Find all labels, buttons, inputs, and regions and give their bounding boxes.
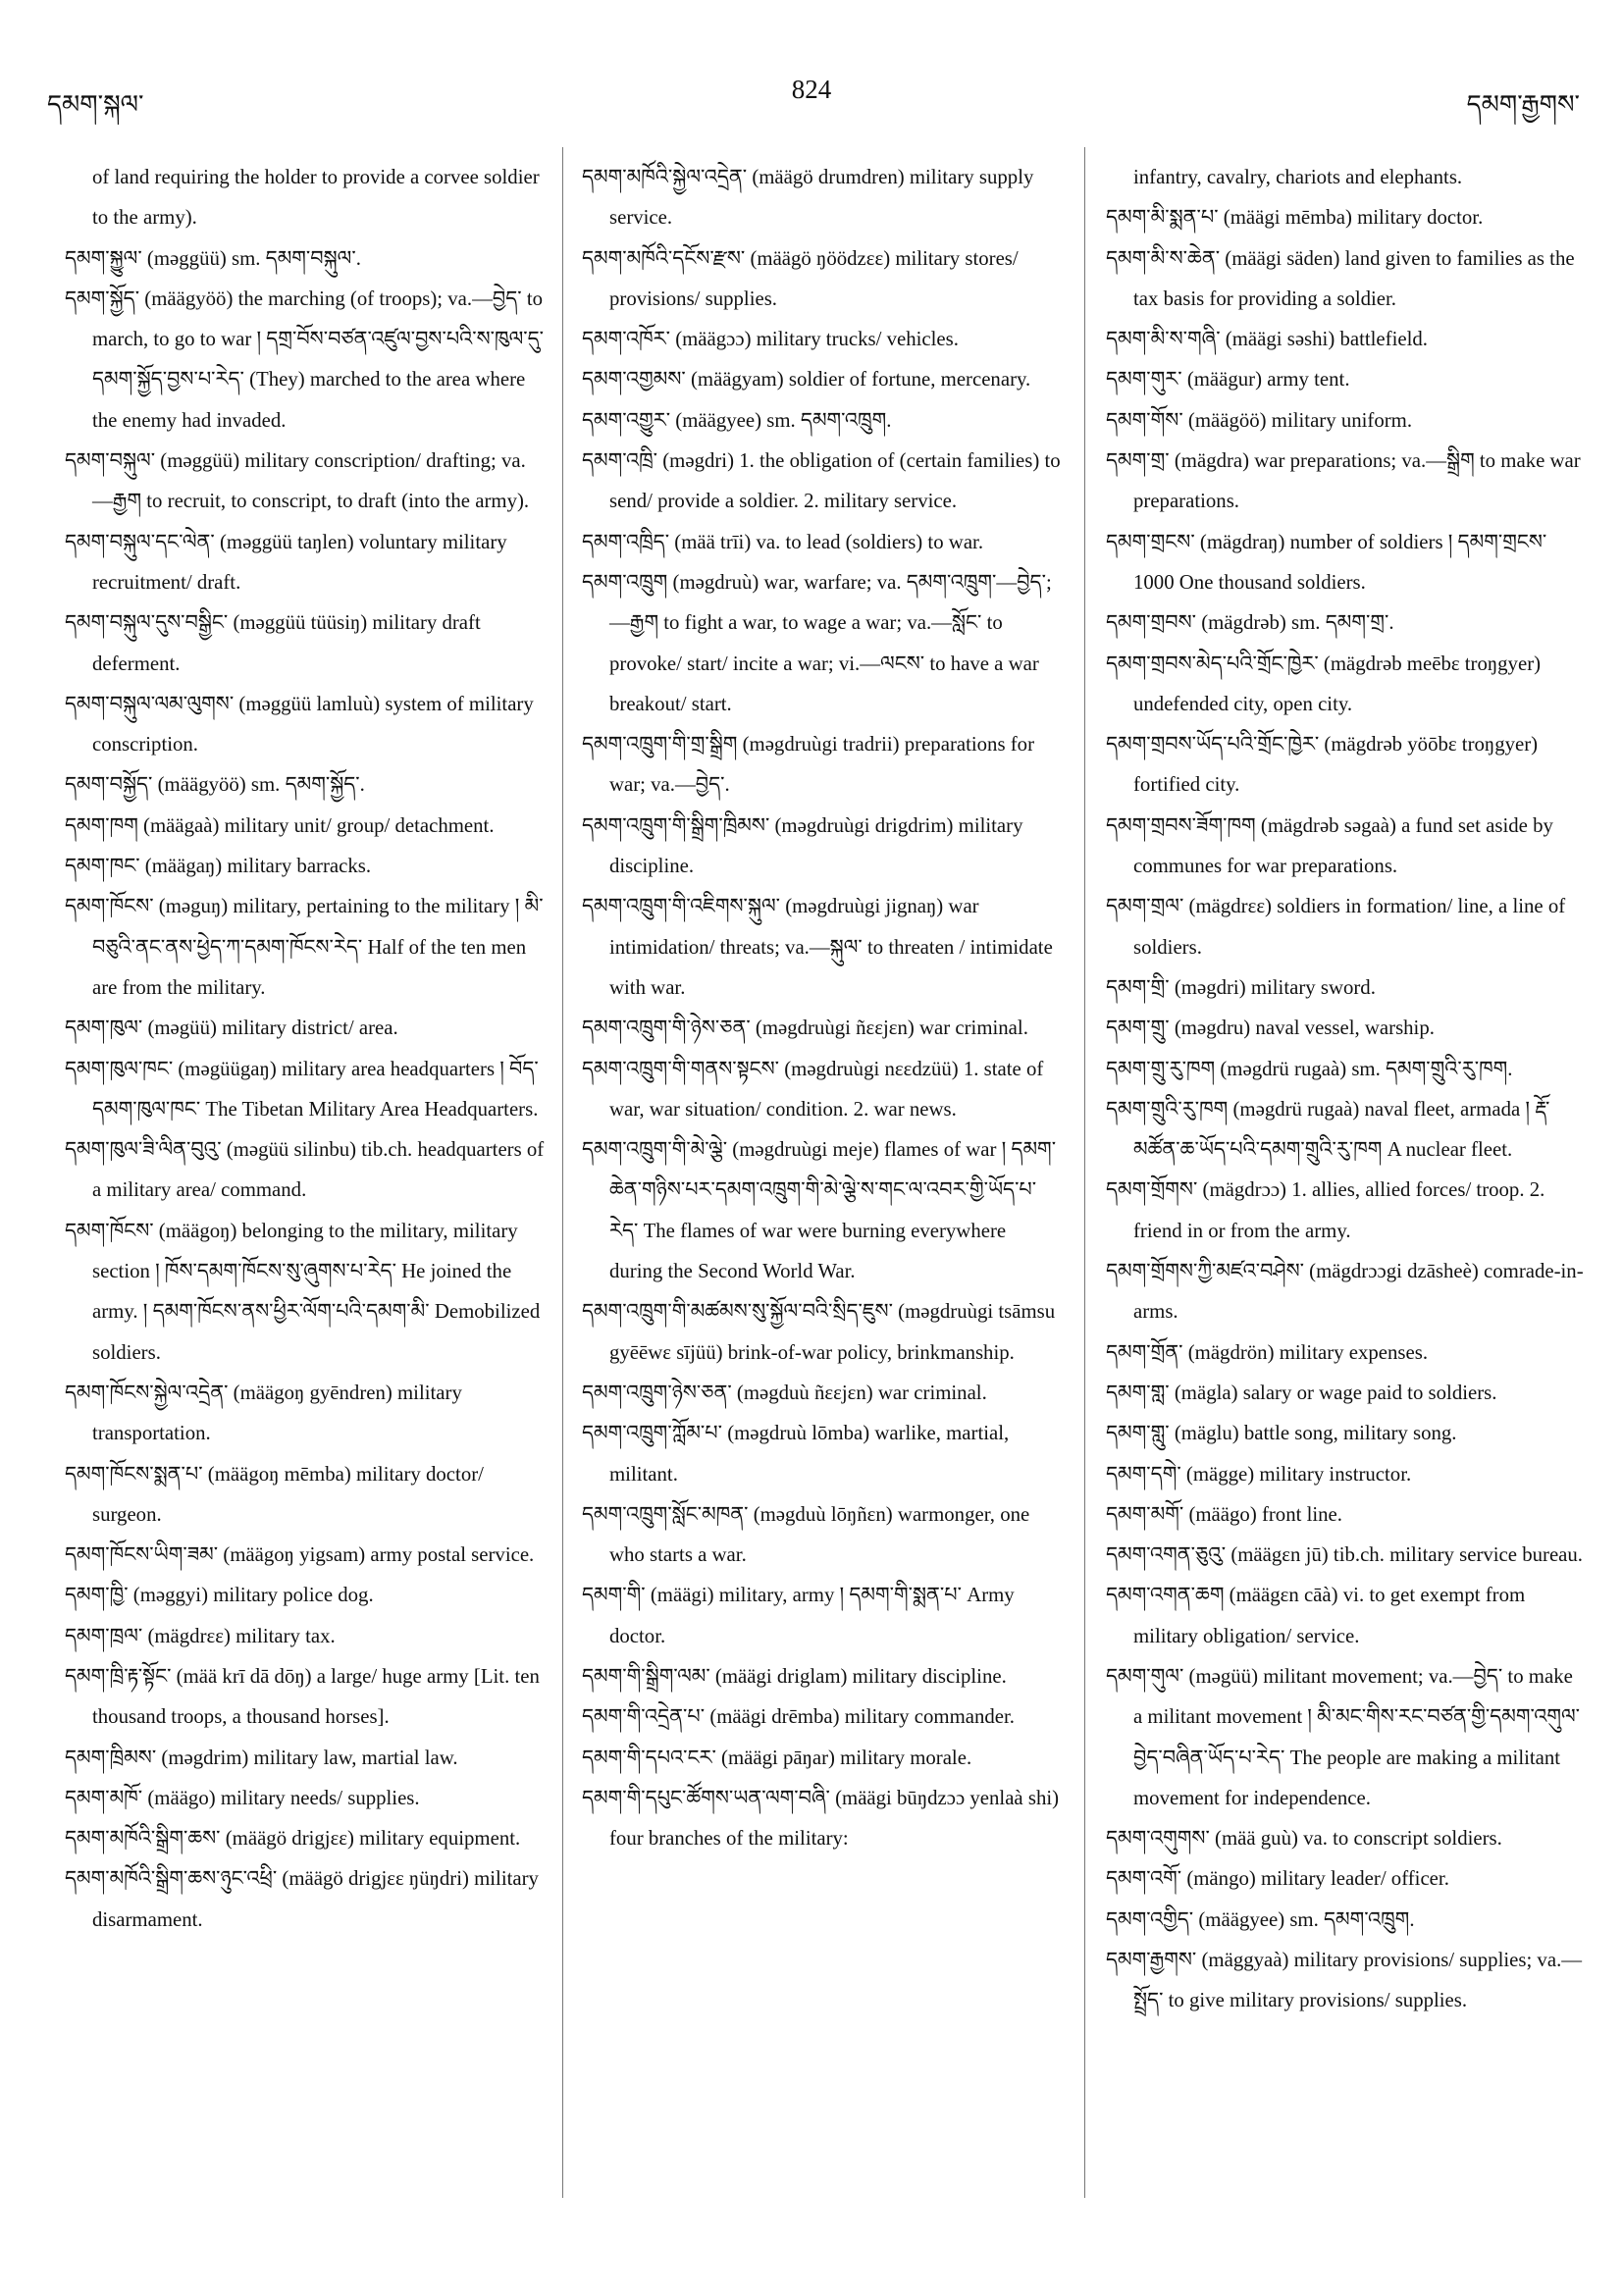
dictionary-entry: དམག་ཁོངས་སྨན་པ་ (määgoŋ mēmba) military doctor/ surgeon. <box>65 1462 484 1526</box>
dictionary-entry: དམག་གུལ་ (mǝgüü) militant movement; va.—བྱེད་ to make a militant movement ། མི་མང་གིས་རང་བཙན་གྱི་དམག་འགུལ་བྱེད་བཞིན་ཡོད་པ་རེད་ The people are making a militant movement for independence. <box>1106 1664 1581 1809</box>
dictionary-entry: དམག་ཁུལ་ (mǝgüü) military district/ area. <box>65 1017 398 1040</box>
dictionary-entry: དམག་མཁོའི་དངོས་རྫས་ (määgö ŋöödzɛɛ) military stores/ provisions/ supplies. <box>582 246 1019 310</box>
dictionary-entry: དམག་གྲུ་ (mǝgdru) naval vessel, warship. <box>1106 1017 1435 1040</box>
column-divider <box>562 147 563 2198</box>
dictionary-entry: དམག་འཁྲུག (mǝgdruù) war, warfare; va. དམག་འཁྲུག་—བྱེད་; —རྒྱག to fight a war, to wage a war; va.—སློང་ to provoke/ start/ incite a war; vi.—ལངས་ to have a war breakout/ start. <box>582 570 1052 715</box>
dictionary-entry: དམག་འགྱམས་ (määgyam) soldier of fortune, mercenary. <box>582 368 1031 391</box>
dictionary-entry: དམག་གི་དཔུང་ཚོགས་ཡན་ལག་བཞི་ (määgi būŋdzɔɔ yenlaà shi) four branches of the military: <box>582 1786 1060 1851</box>
dictionary-entry: དམག་གླ་ (mägla) salary or wage paid to soldiers. <box>1106 1381 1497 1404</box>
dictionary-entry: དམག་གྲབས་ཟོག་ཁག (mägdrǝb sǝgaà) a fund set aside by communes for war preparations. <box>1106 813 1553 878</box>
dictionary-entry: དམག་མི་ས་གཞི་ (määgi sǝshi) battlefield. <box>1106 328 1428 351</box>
dictionary-entry: དམག་མཁོའི་སྒྲིག་ཆས་ཉུང་འཕྲི་ (määgö drigjɛɛ ŋüŋdri) military disarmament. <box>65 1867 539 1931</box>
entry-continuation: infantry, cavalry, chariots and elephants. <box>1133 166 1463 188</box>
dictionary-entry: དམག་ཁྲལ་ (mägdrɛɛ) military tax. <box>65 1624 336 1647</box>
dictionary-entry: དམག་མགོ་ (määgo) front line. <box>1106 1502 1342 1526</box>
dictionary-entry: དམག་འགོ་ (mängo) military leader/ officer. <box>1106 1867 1449 1891</box>
dictionary-entry: དམག་གྲོགས་ཀྱི་མཛའ་བཤེས་ (mägdrɔɔgi dzāsheè) comrade-in-arms. <box>1106 1260 1584 1324</box>
dictionary-entry: དམག་འགན་ཆག (määgɛn cāà) vi. to get exempt from military obligation/ service. <box>1106 1584 1526 1647</box>
dictionary-entry: དམག་ཁོངས་ (mǝguŋ) military, pertaining to the military ། མི་བཅུའི་ནང་ནས་ཕྱེད་ཀ་དམག་ཁོངས་རེད་ Half of the ten men are from the military. <box>65 895 544 999</box>
running-head-right: དམག་རྒྱགས་ <box>1466 90 1580 119</box>
dictionary-column-1 <box>65 157 546 2198</box>
dictionary-entry: དམག་འཁྲུག་གི་གནས་སྟངས་ (mǝgdruùgi nɛɛdzüü) 1. state of war, war situation/ condition. 2. war news. <box>582 1057 1044 1121</box>
dictionary-entry: དམག་གྲི་ (mǝgdri) military sword. <box>1106 975 1376 999</box>
dictionary-entry: དམག་ཁུལ་ཁང་ (mǝgüügaŋ) military area headquarters ། བོད་དམག་ཁུལ་ཁང་ The Tibetan Military Area Headquarters. <box>65 1057 539 1121</box>
dictionary-entry: དམག་གྲོགས་ (mägdrɔɔ) 1. allies, allied forces/ troop. 2. friend in or from the army. <box>1106 1178 1545 1242</box>
dictionary-entry: དམག་གྲལ་ (mägdrɛɛ) soldiers in formation/ line, a line of soldiers. <box>1106 895 1566 959</box>
dictionary-entry: དམག་གྲུ་རུ་ཁག (mǝgdrü rugaà) sm. དམག་གྲུའི་རུ་ཁག. <box>1106 1057 1513 1080</box>
dictionary-entry: དམག་མི་ས་ཆེན་ (määgi säden) land given to families as the tax basis for providing a soldier. <box>1106 246 1575 310</box>
dictionary-entry: དམག་འགྱིད་ (määgyee) sm. དམག་འཁྲུག. <box>1106 1907 1415 1931</box>
dictionary-entry: དམག་ཁོངས་སྐྱེལ་འདྲེན་ (määgoŋ gyēndren) military transportation. <box>65 1381 462 1445</box>
dictionary-entry: དམག་གྲབས་མེད་པའི་གྲོང་ཁྱེར་ (mägdrǝb meēbɛ troŋgyer) undefended city, open city. <box>1106 652 1542 715</box>
dictionary-entry: དམག་གྲབས་ (mägdrǝb) sm. དམག་གྲ་. <box>1106 611 1394 635</box>
dictionary-entry: དམག་གི་འདྲེན་པ་ (määgi drēmba) military commander. <box>582 1705 1015 1729</box>
dictionary-entry: དམག་མཁོའི་སྒྲིག་ཆས་ (määgö drigjɛɛ) military equipment. <box>65 1827 521 1851</box>
dictionary-entry: དམག་གྲུའི་རུ་ཁག (mǝgdrü rugaà) naval fleet, armada ། རྡོ་མཚོན་ཆ་ཡོད་པའི་དམག་གྲུའི་རུ་ཁག A nuclear fleet. <box>1106 1097 1550 1162</box>
dictionary-entry: དམག་མཁོའི་སྐྱེལ་འདྲེན་ (määgö drumdren) military supply service. <box>582 166 1034 230</box>
dictionary-entry: དམག་གི་སྒྲིག་ལམ་ (määgi driglam) military discipline. <box>582 1664 1007 1688</box>
dictionary-entry: དམག་འཁྲུག་གི་ཉེས་ཅན་ (mǝgdruùgi ñɛɛjɛn) war criminal. <box>582 1017 1028 1040</box>
dictionary-entry: དམག་བསྐྱོད་ (määgyöö) sm. དམག་སྐྱོད་. <box>65 773 365 797</box>
dictionary-entry: དམག་གི་དཔའ་ངར་ (määgi pāŋar) military morale. <box>582 1746 972 1769</box>
dictionary-entry: དམག་འཁྲུག་ཉེས་ཅན་ (mǝgduù ñɛɛjɛn) war criminal. <box>582 1381 987 1404</box>
dictionary-entry: དམག་འཁྲུག་ཀློམ་པ་ (mǝgdruù lōmba) warlike, martial, militant. <box>582 1422 1010 1486</box>
dictionary-entry: དམག་བསྐུལ་ (mǝggüü) military conscription/ drafting; va.—རྒྱག to recruit, to conscript, to draft (into the army). <box>65 449 530 513</box>
page-number: 824 <box>791 75 832 104</box>
dictionary-entry: དམག་རྒྱགས་ (mäggyaà) military provisions/ supplies; va.—སྤྲོད་ to give military provisions/ supplies. <box>1106 1949 1583 2012</box>
dictionary-entry: དམག་འཁྲུག་གི་མཚམས་སུ་སྐྱོལ་བའི་སྲིད་ཇུས་ (mǝgdruùgi tsāmsu gyēēwɛ sījüü) brink-of-war policy, brinkmanship. <box>582 1300 1056 1364</box>
dictionary-entry: དམག་འགན་ཅུའུ་ (määgɛn jū) tib.ch. military service bureau. <box>1106 1543 1584 1567</box>
dictionary-entry: དམག་གོས་ (määgöö) military uniform. <box>1106 408 1413 432</box>
dictionary-entry: དམག་འཁྲུག་གི་སྒྲིག་ཁྲིམས་ (mǝgdruùgi drigdrim) military discipline. <box>582 813 1023 878</box>
dictionary-entry: དམག་འཁྲུག་གི་མེ་ལྕེ་ (mǝgdruùgi meje) flames of war ། དམག་ཆེན་གཉིས་པར་དམག་འཁྲུག་གི་མེ་ལྕེ་ས་གང་ལ་འབར་གྱི་ཡོད་པ་རེད་ The flames of war were burning everywhere during the Second World War. <box>582 1138 1057 1283</box>
dictionary-entry: དམག་དགེ་ (mägge) military instructor. <box>1106 1462 1412 1486</box>
dictionary-entry: དམག་འཁྲི་ (mǝgdri) 1. the obligation of (certain families) to send/ provide a soldier. 2. military service. <box>582 449 1061 513</box>
dictionary-entry: དམག་འཁྲུག་གི་འཇིགས་སྐུལ་ (mǝgdruùgi jignaŋ) war intimidation/ threats; va.—སྐུལ་ to threaten / intimidate with war. <box>582 895 1053 999</box>
dictionary-entry: དམག་གྲབས་ཡོད་པའི་གྲོང་ཁྱེར་ (mägdrǝb yöōbɛ troŋgyer) fortified city. <box>1106 733 1539 797</box>
dictionary-entry: དམག་གུར་ (määgur) army tent. <box>1106 368 1350 391</box>
dictionary-column-2 <box>582 157 1063 2198</box>
dictionary-entry: དམག་སྐྱུལ་ (mǝggüü) sm. དམག་བསྐུལ་. <box>65 246 361 270</box>
running-head-left: དམག་སྐལ་ <box>47 90 144 119</box>
dictionary-entry: དམག་ཁང་ (määgaŋ) military barracks. <box>65 855 372 878</box>
dictionary-entry: དམག་མཁོ་ (määgo) military needs/ supplies. <box>65 1786 420 1809</box>
dictionary-entry: དམག་བསྐུལ་ལམ་ལུགས་ (mǝggüü lamluù) system of military conscription. <box>65 692 534 757</box>
dictionary-entry: དམག་ཁྲིམས་ (mǝgdrim) military law, martial law. <box>65 1746 458 1769</box>
dictionary-entry: དམག་བསྐུལ་དུས་བསྒྱིང་ (mǝggüü tüüsiŋ) military draft deferment. <box>65 611 481 675</box>
dictionary-entry: དམག་འཁྲུག་གི་གྲ་སྒྲིག (mǝgdruùgi tradrii) preparations for war; va.—བྱེད་. <box>582 733 1034 797</box>
dictionary-entry: དམག་འཁོར་ (määgɔɔ) military trucks/ vehicles. <box>582 328 959 351</box>
column-divider <box>1084 147 1085 2198</box>
dictionary-entry: དམག་གྲ་ (mägdra) war preparations; va.—སྒྲིག to make war preparations. <box>1106 449 1581 513</box>
dictionary-entry: དམག་གླུ་ (mäglu) battle song, military song. <box>1106 1422 1457 1445</box>
dictionary-entry: དམག་ཁྲི་རྟ་སྟོང་ (mää krī dā dōŋ) a large/ huge army [Lit. ten thousand troops, a thousand horses]. <box>65 1664 540 1729</box>
dictionary-entry: དམག་གྲོན་ (mägdrön) military expenses. <box>1106 1340 1429 1364</box>
dictionary-entry: དམག་ཁོངས་ (määgoŋ) belonging to the military, military section ། ཁོས་དམག་ཁོངས་སུ་ཞུགས་པ་རེད་ He joined the army. ། དམག་ཁོངས་ནས་ཕྱིར་ལོག་པའི་དམག་མི་ Demobilized soldiers. <box>65 1219 541 1364</box>
dictionary-column-3 <box>1106 157 1587 2198</box>
dictionary-entry: དམག་གི་ (määgi) military, army ། དམག་གི་སྨན་པ་ Army doctor. <box>582 1584 1015 1647</box>
dictionary-entry: དམག་ཁྱི་ (mǝggyi) military police dog. <box>65 1584 374 1607</box>
dictionary-entry: དམག་ཁོངས་ཡིག་ཟམ་ (määgoŋ yigsam) army postal service. <box>65 1543 535 1567</box>
dictionary-entry: དམག་མི་སྨན་པ་ (määgi mēmba) military doctor. <box>1106 206 1484 230</box>
dictionary-entry: དམག་གྲངས་ (mägdraŋ) number of soldiers ། དམག་གྲངས་ 1000 One thousand soldiers. <box>1106 530 1547 594</box>
dictionary-entry: དམག་འཁྲིད་ (mää trīi) va. to lead (soldiers) to war. <box>582 530 984 553</box>
dictionary-entry: དམག་འགྱུར་ (määgyee) sm. དམག་འཁྲུག. <box>582 408 892 432</box>
dictionary-entry: དམག་བསྐུལ་དང་ལེན་ (mǝggüü taŋlen) voluntary military recruitment/ draft. <box>65 530 507 594</box>
dictionary-entry: དམག་ཁུལ་ཟི་ལིན་བུའུ་ (mǝgüü silinbu) tib.ch. headquarters of a military area/ command. <box>65 1138 545 1202</box>
entry-continuation: of land requiring the holder to provide a corvee soldier to the army). <box>92 166 540 230</box>
dictionary-entry: དམག་འགུགས་ (mää guù) va. to conscript soldiers. <box>1106 1827 1502 1851</box>
dictionary-entry: དམག་འཁྲུག་སློང་མཁན་ (mǝgduù lōŋñɛn) warmonger, one who starts a war. <box>582 1502 1030 1567</box>
dictionary-entry: དམག་སྐྱོད་ (määgyöö) the marching (of troops); va.—བྱེད་ to march, to go to war ། དགྲ་བོས་བཙན་འཛུལ་བྱས་པའི་ས་ཁུལ་དུ་དམག་སྐྱོད་བྱས་པ་རེད་ (They) marched to the area where the enemy had invaded. <box>65 287 545 432</box>
dictionary-entry: དམག་ཁག (määgaà) military unit/ group/ detachment. <box>65 813 495 837</box>
